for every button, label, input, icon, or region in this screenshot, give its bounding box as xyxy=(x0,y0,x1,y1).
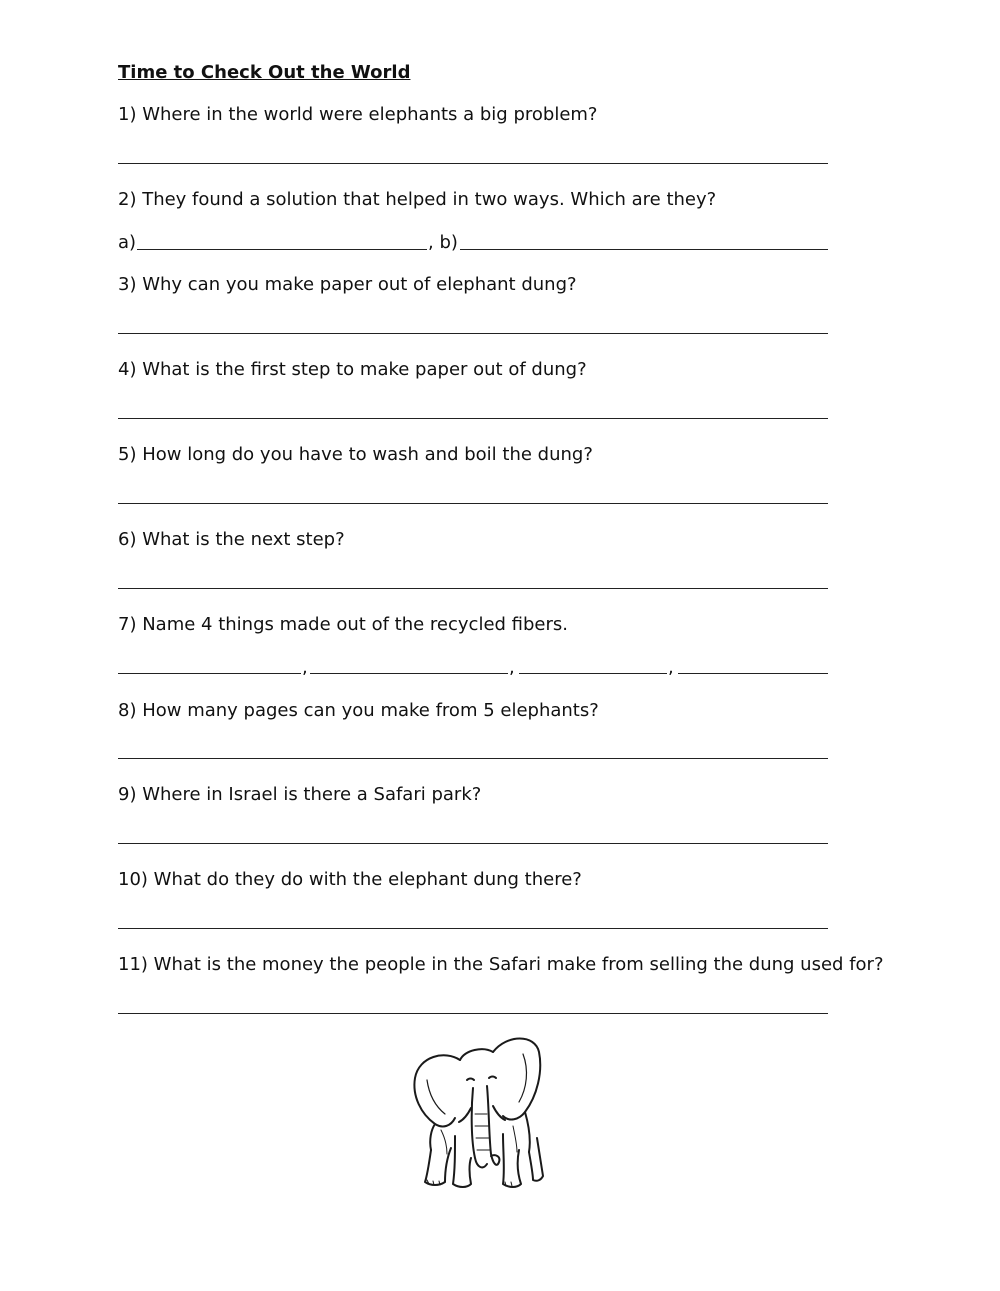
answer-line-2a[interactable] xyxy=(137,249,427,250)
answer-line-3[interactable] xyxy=(118,333,828,334)
answer-line-6[interactable] xyxy=(118,588,828,589)
answer-label-b: , b) xyxy=(428,232,458,253)
separator-7c: , xyxy=(668,657,674,678)
answer-label-a: a) xyxy=(118,232,137,253)
question-11: 11) What is the money the people in the Safari make from selling the dung used for? xyxy=(118,954,884,975)
answer-line-4[interactable] xyxy=(118,418,828,419)
answer-line-5[interactable] xyxy=(118,503,828,504)
question-5: 5) How long do you have to wash and boil the dung? xyxy=(118,444,593,465)
answer-line-1[interactable] xyxy=(118,163,828,164)
answer-line-7c[interactable] xyxy=(519,673,667,674)
elephant-icon xyxy=(405,1030,550,1195)
question-10: 10) What do they do with the elephant dung there? xyxy=(118,869,582,890)
answer-line-10[interactable] xyxy=(118,928,828,929)
question-9: 9) Where in Israel is there a Safari park? xyxy=(118,784,482,805)
worksheet-title: Time to Check Out the World xyxy=(118,62,411,83)
question-8: 8) How many pages can you make from 5 elephants? xyxy=(118,700,599,721)
question-4: 4) What is the first step to make paper out of dung? xyxy=(118,359,587,380)
answer-line-7b[interactable] xyxy=(310,673,508,674)
answer-line-2b[interactable] xyxy=(460,249,828,250)
answer-line-11[interactable] xyxy=(118,1013,828,1014)
answer-line-7a[interactable] xyxy=(118,673,301,674)
answer-line-7d[interactable] xyxy=(678,673,828,674)
separator-7b: , xyxy=(509,657,515,678)
question-1: 1) Where in the world were elephants a big problem? xyxy=(118,104,598,125)
answer-line-8[interactable] xyxy=(118,758,828,759)
question-6: 6) What is the next step? xyxy=(118,529,345,550)
answer-line-9[interactable] xyxy=(118,843,828,844)
question-2: 2) They found a solution that helped in two ways. Which are they? xyxy=(118,189,717,210)
question-7: 7) Name 4 things made out of the recycled fibers. xyxy=(118,614,568,635)
separator-7a: , xyxy=(302,657,308,678)
question-3: 3) Why can you make paper out of elephant dung? xyxy=(118,274,577,295)
